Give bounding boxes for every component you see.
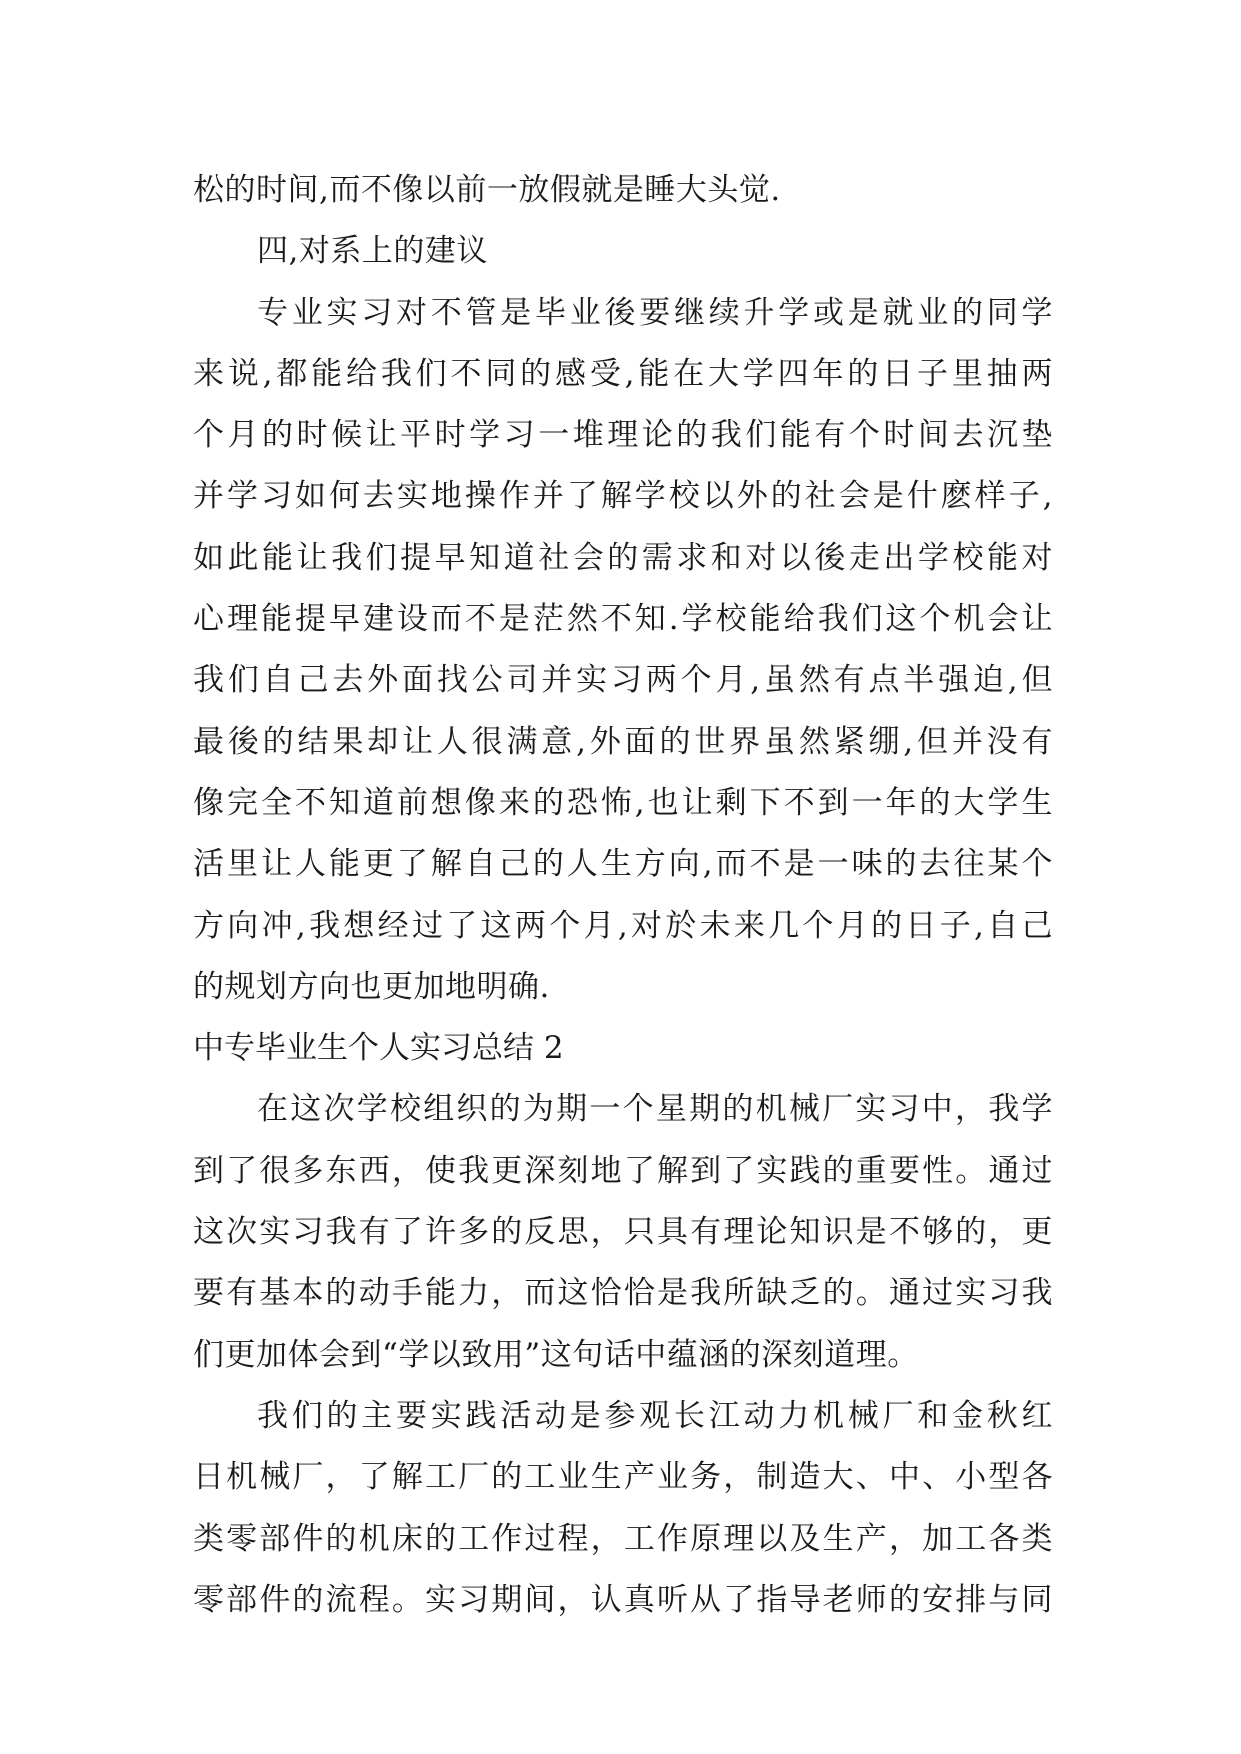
text-line: 的规划方向也更加地明确.	[193, 968, 550, 1005]
text-line: 们更加体会到“学以致用”这句话中蕴涵的深刻道理。	[193, 1336, 919, 1373]
text-line: 并学习如何去实地操作并了解学校以外的社会是什麽样子,	[193, 478, 1053, 515]
text-line: 心理能提早建设而不是茫然不知.学校能给我们这个机会让	[193, 601, 1053, 638]
text-line: 日机械厂，了解工厂的工业生产业务，制造大、中、小型各	[193, 1459, 1053, 1496]
text-line: 到了很多东西，使我更深刻地了解到了实践的重要性。通过	[193, 1152, 1053, 1189]
text-line: 类零部件的机床的工作过程，工作原理以及生产，加工各类	[193, 1520, 1053, 1557]
text-line: 来说,都能给我们不同的感受,能在大学四年的日子里抽两	[193, 355, 1053, 392]
section-heading: 中专毕业生个人实习总结 2	[193, 1030, 564, 1067]
text-line: 方向冲,我想经过了这两个月,对於未来几个月的日子,自己	[193, 907, 1053, 944]
text-line: 在这次学校组织的为期一个星期的机械厂实习中，我学	[257, 1091, 1053, 1128]
text-line: 最後的结果却让人很满意,外面的世界虽然紧绷,但并没有	[193, 723, 1053, 760]
text-line: 个月的时候让平时学习一堆理论的我们能有个时间去沉垫	[193, 417, 1053, 454]
text-line: 活里让人能更了解自己的人生方向,而不是一味的去往某个	[193, 846, 1053, 883]
text-line: 我们自己去外面找公司并实习两个月,虽然有点半强迫,但	[193, 662, 1053, 699]
text-line: 四,对系上的建议	[257, 233, 488, 270]
text-line: 零部件的流程。实习期间，认真听从了指导老师的安排与同	[193, 1581, 1053, 1618]
text-line: 如此能让我们提早知道社会的需求和对以後走出学校能对	[193, 539, 1053, 576]
text-line: 专业实习对不管是毕业後要继续升学或是就业的同学	[257, 294, 1053, 331]
text-line: 像完全不知道前想像来的恐怖,也让剩下不到一年的大学生	[193, 784, 1053, 821]
text-line: 这次实习我有了许多的反思，只具有理论知识是不够的，更	[193, 1214, 1053, 1251]
text-line: 松的时间,而不像以前一放假就是睡大头觉.	[193, 172, 781, 208]
document-body	[193, 160, 1053, 1631]
text-line: 我们的主要实践活动是参观长江动力机械厂和金秋红	[257, 1397, 1053, 1434]
text-line: 要有基本的动手能力，而这恰恰是我所缺乏的。通过实习我	[193, 1275, 1053, 1312]
